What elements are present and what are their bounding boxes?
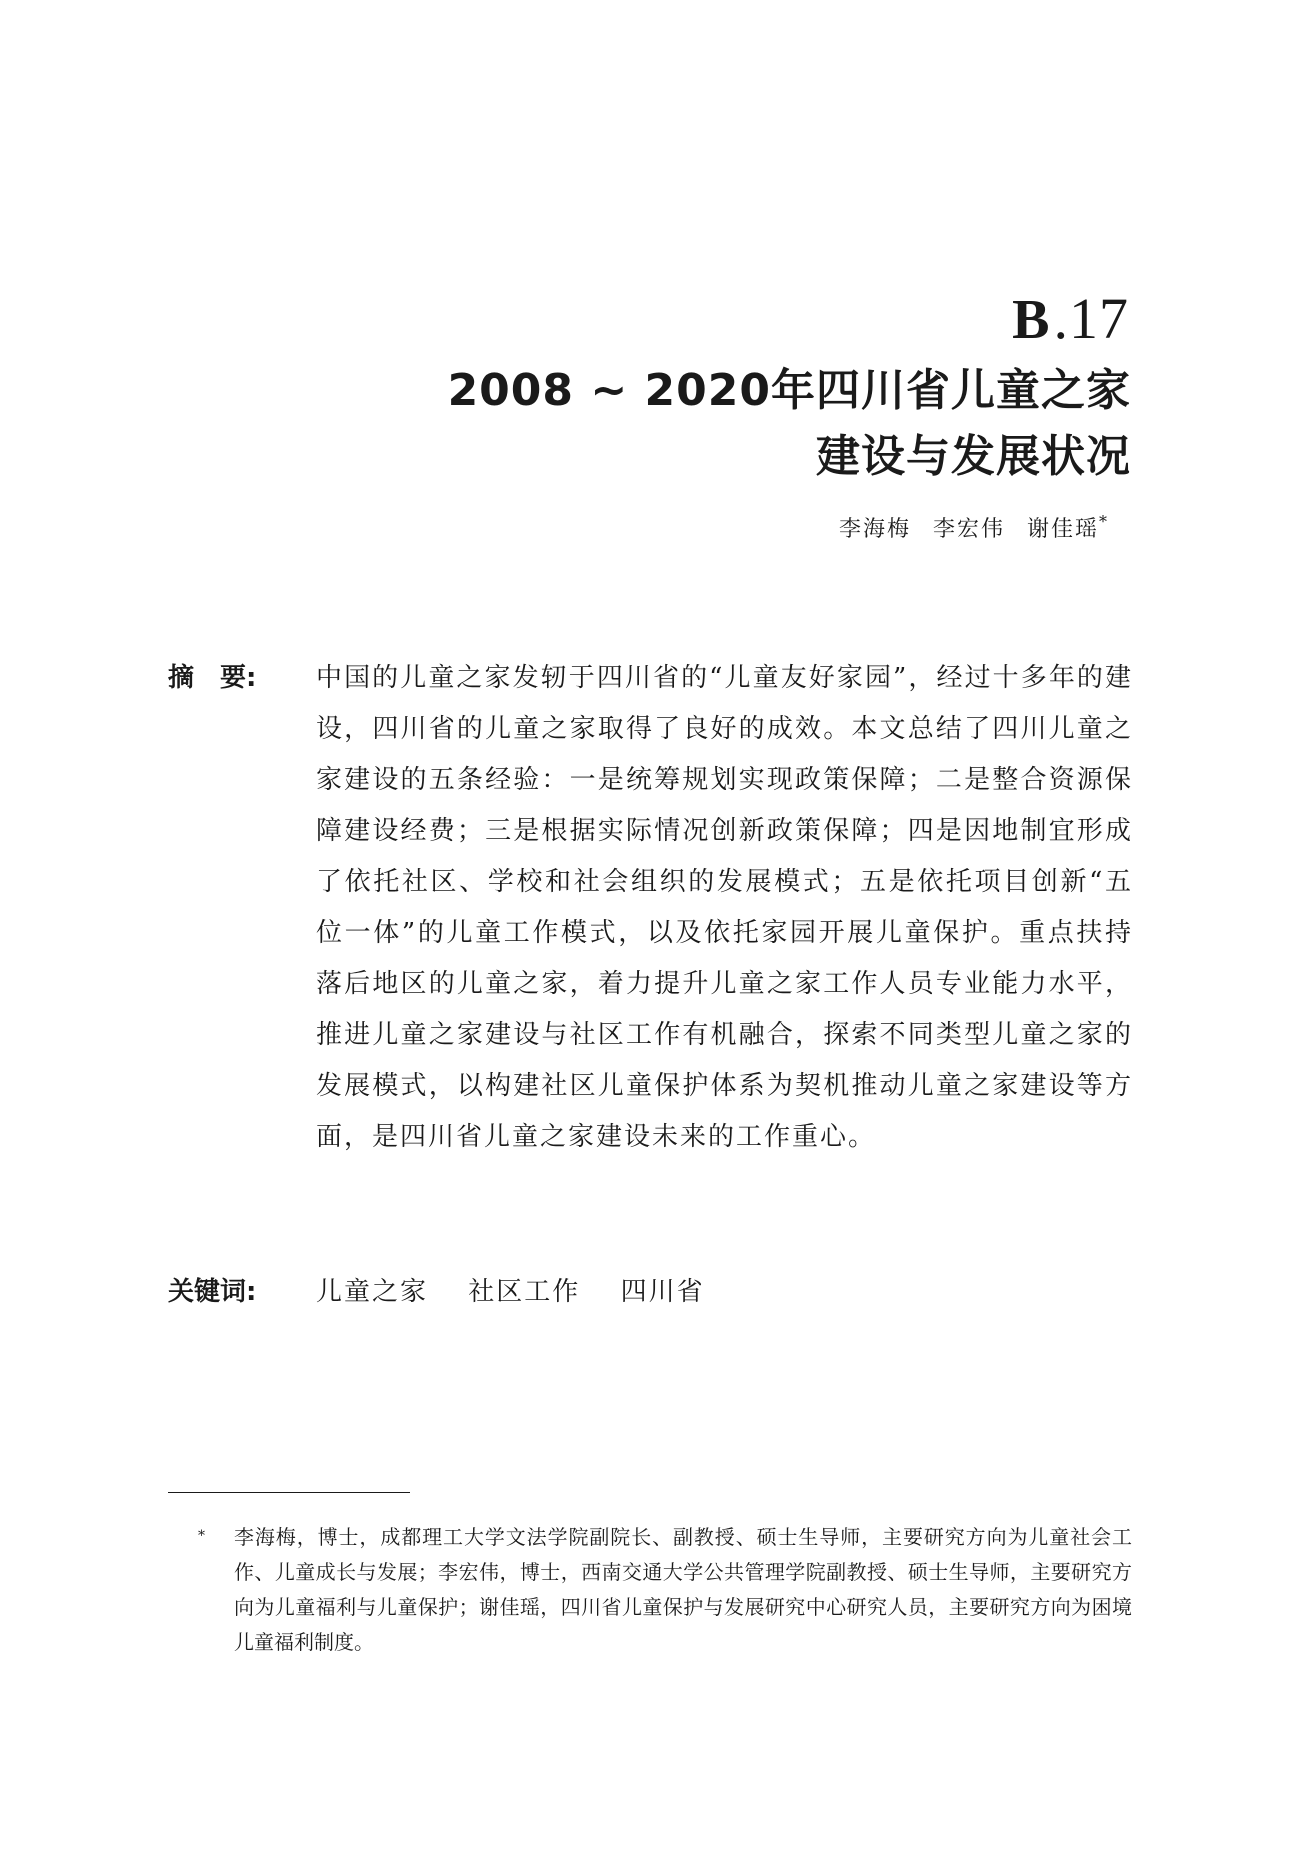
title-line-1: 2008 ~ 2020年四川省儿童之家 [447, 365, 1131, 416]
abstract-text: 中国的儿童之家发轫于四川省的“儿童友好家园”，经过十多年的建设，四川省的儿童之家取得了良好的成效。本文总结了四川儿童之家建设的五条经验：一是统筹规划实现政策保障；二是整合资源保障建设经费；三是根据实际情况创新政策保障；四是因地制宜形成了依托社区、学校和社会组织的发展模式；五是依托项目创新“五位一体”的儿童工作模式，以及依托家园开展儿童保护。重点扶持落后地区的儿童之家，着力提升儿童之家工作人员专业能力水平，推进儿童之家建设与社区工作有机融合，探索不同类型儿童之家的发展模式，以构建社区儿童保护体系为契机推动儿童之家建设等方面，是四川省儿童之家建设未来的工作重心。 [316, 663, 1133, 1152]
abstract-label-char: 要: [220, 663, 257, 693]
keyword-list [316, 1267, 735, 1318]
keyword: 四川省 [620, 1277, 705, 1307]
footnote [200, 1520, 1132, 1660]
title-line-2: 建设与发展状况 [816, 431, 1131, 482]
abstract-label [168, 653, 256, 704]
keyword: 儿童之家 [316, 1277, 429, 1307]
footnote-text: 李海梅，博士，成都理工大学文法学院副院长、副教授、硕士生导师，主要研究方向为儿童社会工作、儿童成长与发展；李宏伟，博士，西南交通大学公共管理学院副教授、硕士生导师，主要研究方向为儿童福利与儿童保护；谢佳瑶，四川省儿童保护与发展研究中心研究人员，主要研究方向为困境儿童福利制度。 [234, 1525, 1132, 1654]
abstract-label-char: 摘 [168, 663, 195, 693]
keyword: 社区工作 [468, 1277, 581, 1307]
author-name: 李宏伟 [932, 517, 1005, 542]
keywords-label: 关键词: [168, 1277, 257, 1307]
chapter-number [1012, 286, 1129, 351]
keywords-section [168, 1267, 1133, 1318]
chapter-index: .17 [1053, 286, 1129, 351]
footnote-mark: * [198, 1528, 205, 1544]
article-title [448, 358, 1131, 490]
author-footnote-mark: * [1099, 512, 1109, 531]
author-list [839, 512, 1109, 543]
author-name: 谢佳瑶 [1026, 517, 1099, 542]
footnote-divider [168, 1492, 410, 1493]
author-name: 李海梅 [838, 517, 911, 542]
chapter-letter: B [1012, 289, 1050, 351]
